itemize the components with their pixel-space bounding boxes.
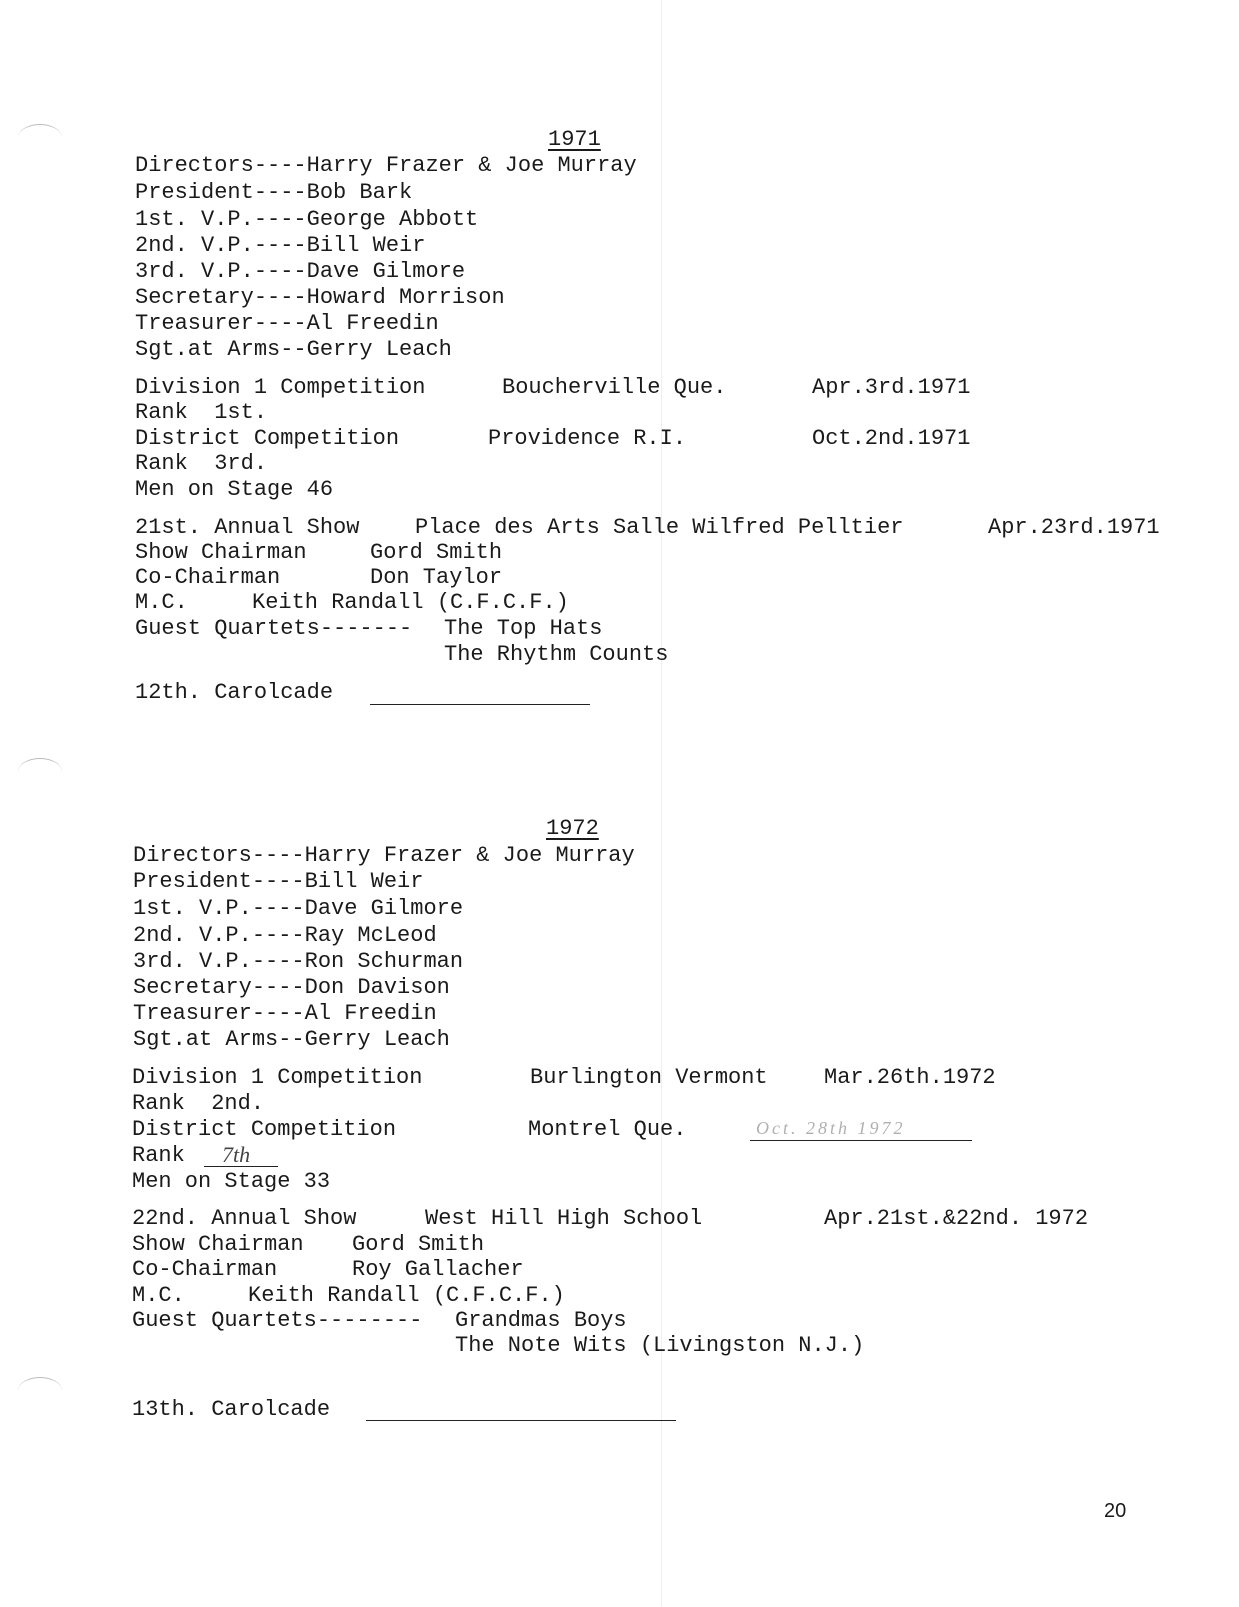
officer-line: 3rd. V.P.----Dave Gilmore (135, 259, 466, 284)
co-chairman-name: Roy Gallacher (352, 1257, 524, 1282)
page-number: 20 (1104, 1500, 1127, 1522)
division-rank: Rank 1st. (135, 400, 268, 425)
officer-line: Sgt.at Arms--Gerry Leach (133, 1027, 450, 1052)
division-label: Division 1 Competition (132, 1065, 423, 1090)
mc-label: M.C. (135, 590, 188, 615)
district-rank-handwritten: 7th (222, 1142, 251, 1167)
officer-line: Directors----Harry Frazer & Joe Murray (135, 153, 637, 178)
division-label: Division 1 Competition (135, 375, 426, 400)
guest-quartet: Grandmas Boys (455, 1308, 627, 1333)
district-date-blank (750, 1140, 972, 1141)
annual-show-venue: West Hill High School (425, 1206, 703, 1231)
officer-line: 1st. V.P.----Dave Gilmore (133, 896, 464, 921)
guest-quartet: The Top Hats (444, 616, 603, 641)
district-date: Oct.2nd.1971 (812, 426, 971, 451)
men-on-stage: Men on Stage 33 (132, 1169, 331, 1194)
district-label: District Competition (132, 1117, 397, 1142)
district-date-handwritten: Oct. 28th 1972 (756, 1118, 906, 1138)
district-rank-blank (204, 1166, 278, 1167)
year-heading: 1971 (548, 127, 601, 152)
show-chairman-name: Gord Smith (370, 540, 503, 565)
annual-show-venue: Place des Arts Salle Wilfred Pelltier (415, 515, 904, 540)
guest-quartets-label: Guest Quartets-------- (132, 1308, 423, 1333)
show-chairman-label: Show Chairman (132, 1232, 304, 1257)
binder-hole (18, 1377, 62, 1404)
officer-line: Directors----Harry Frazer & Joe Murray (133, 843, 635, 868)
officer-line: Sgt.at Arms--Gerry Leach (135, 337, 452, 362)
officer-line: President----Bob Bark (135, 180, 413, 205)
division-date: Mar.26th.1972 (824, 1065, 996, 1090)
officer-line: Treasurer----Al Freedin (133, 1001, 437, 1026)
annual-show-date: Apr.23rd.1971 (988, 515, 1160, 540)
annual-show-label: 21st. Annual Show (135, 515, 360, 540)
officer-line: 1st. V.P.----George Abbott (135, 207, 479, 232)
mc-name: Keith Randall (C.F.C.F.) (252, 590, 569, 615)
co-chairman-label: Co-Chairman (132, 1257, 278, 1282)
binder-hole (18, 124, 62, 151)
district-rank-label: Rank (132, 1143, 185, 1168)
show-chairman-name: Gord Smith (352, 1232, 485, 1257)
district-place: Providence R.I. (488, 426, 687, 451)
district-place: Montrel Que. (528, 1117, 687, 1142)
guest-quartets-label: Guest Quartets------- (135, 616, 413, 641)
officer-line: President----Bill Weir (133, 869, 424, 894)
division-date: Apr.3rd.1971 (812, 375, 971, 400)
year-heading: 1972 (546, 816, 599, 841)
co-chairman-label: Co-Chairman (135, 565, 281, 590)
officer-line: Treasurer----Al Freedin (135, 311, 439, 336)
division-place: Burlington Vermont (530, 1065, 768, 1090)
officer-line: 2nd. V.P.----Ray McLeod (133, 923, 437, 948)
annual-show-label: 22nd. Annual Show (132, 1206, 357, 1231)
division-rank: Rank 2nd. (132, 1091, 265, 1116)
officer-line: Secretary----Howard Morrison (135, 285, 505, 310)
men-on-stage: Men on Stage 46 (135, 477, 334, 502)
guest-quartet: The Note Wits (Livingston N.J.) (455, 1333, 865, 1358)
page-crease (661, 0, 662, 1607)
co-chairman-name: Don Taylor (370, 565, 503, 590)
district-label: District Competition (135, 426, 400, 451)
annual-show-date: Apr.21st.&22nd. 1972 (824, 1206, 1089, 1231)
guest-quartet: The Rhythm Counts (444, 642, 669, 667)
binder-hole (18, 758, 62, 785)
officer-line: Secretary----Don Davison (133, 975, 450, 1000)
district-rank: Rank 3rd. (135, 451, 268, 476)
carolcade-label: 13th. Carolcade (132, 1397, 331, 1422)
carolcade-blank (370, 704, 590, 705)
division-place: Boucherville Que. (502, 375, 727, 400)
mc-name: Keith Randall (C.F.C.F.) (248, 1283, 565, 1308)
show-chairman-label: Show Chairman (135, 540, 307, 565)
officer-line: 2nd. V.P.----Bill Weir (135, 233, 426, 258)
officer-line: 3rd. V.P.----Ron Schurman (133, 949, 464, 974)
carolcade-label: 12th. Carolcade (135, 680, 334, 705)
mc-label: M.C. (132, 1283, 185, 1308)
carolcade-blank (366, 1420, 676, 1421)
